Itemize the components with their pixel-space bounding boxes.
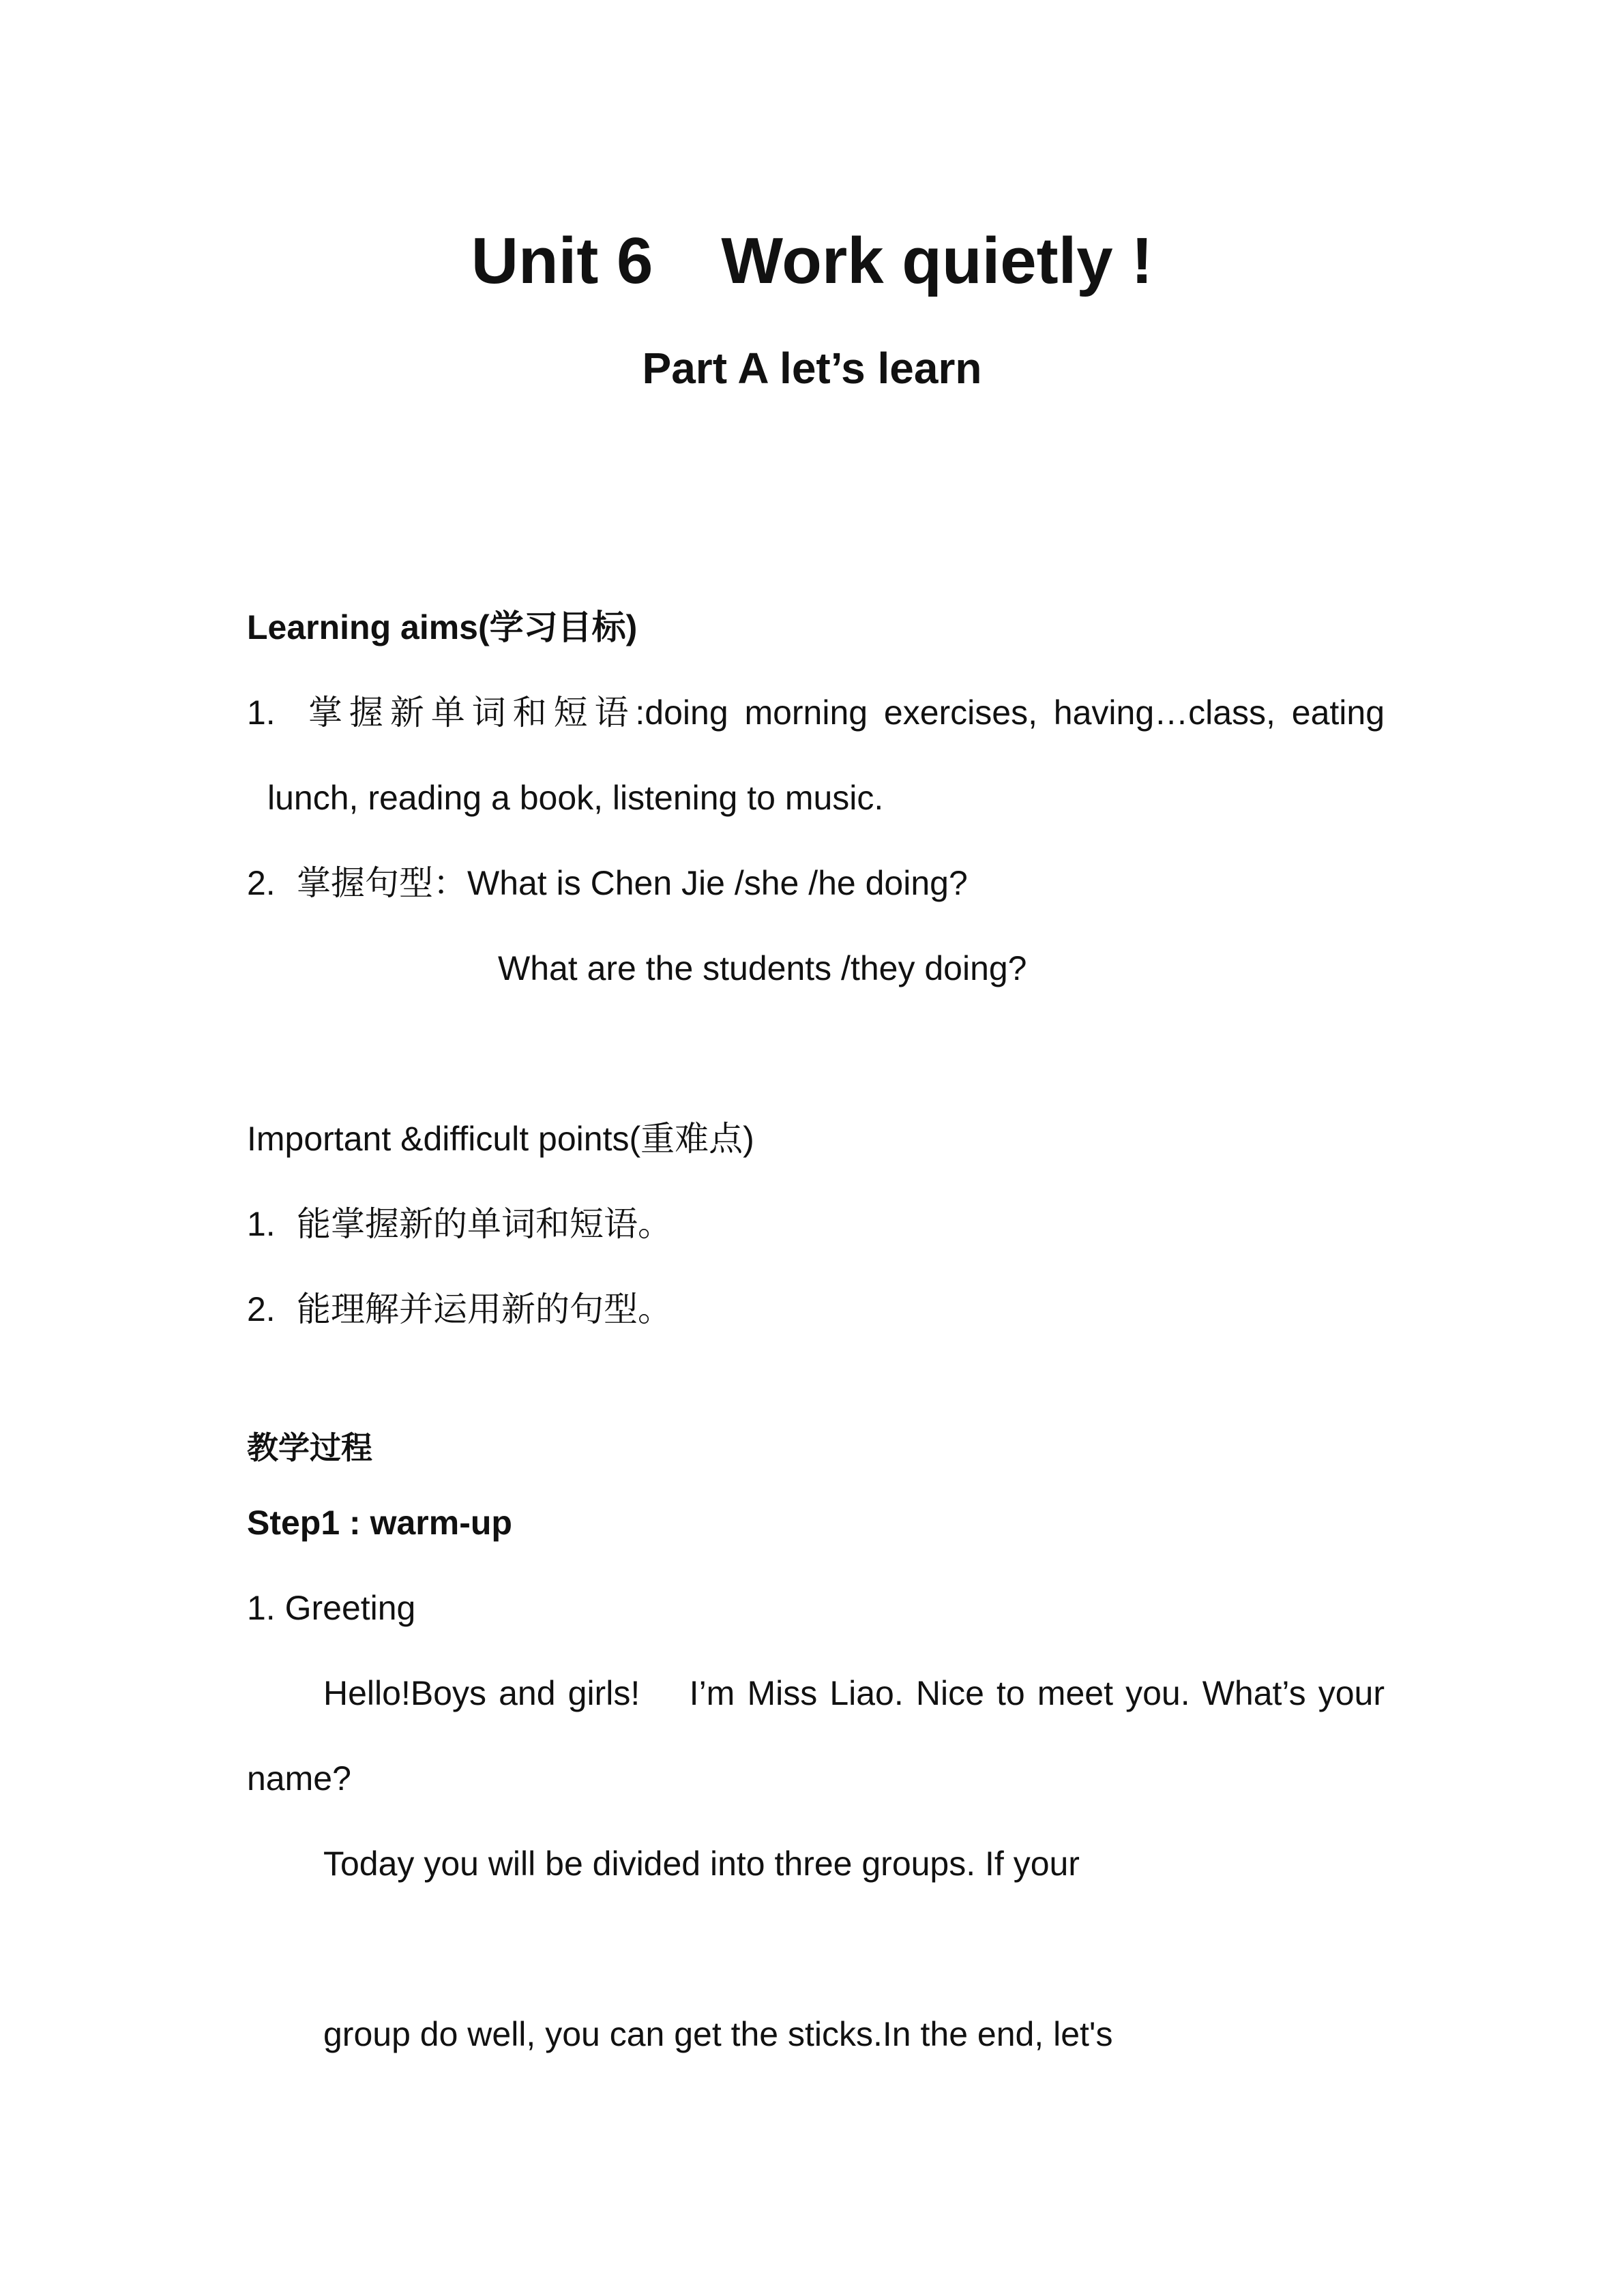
document-title [0,224,1624,297]
learning-aims-heading: Learning aims(学习目标) [247,608,638,646]
aim-1-number: 1. [247,694,276,732]
point-2-number: 2. [247,1290,276,1328]
aim-2-line2: What are the students /they doing? [498,949,1027,987]
greeting-heading: 1. Greeting [247,1589,416,1627]
aim-2-number: 2. [247,864,276,902]
point-1-number: 1. [247,1205,276,1243]
greeting-para1-line1: Hello!Boys and girls! I’m Miss Liao. Nice to meet you. What’s your [323,1674,1385,1712]
greeting-para2-line1: Today you will be divided into three groups. If your [323,1845,1080,1883]
unit-number: Unit 6 [471,224,653,297]
aim-1-line2: lunch, reading a book, listening to music. [267,779,884,817]
point-2-text: 能理解并运用新的句型。 [297,1290,672,1328]
important-points-heading: Important &difficult points(重难点) [247,1120,754,1158]
point-1-text: 能掌握新的单词和短语。 [297,1205,672,1243]
greeting-para2-line2: group do well, you can get the sticks.In the end, let's [323,2015,1113,2053]
greeting-para1-line2: name? [247,1759,351,1798]
aim-2-line1: 掌握句型：What is Chen Jie /she /he doing? [297,864,968,902]
process-heading: 教学过程 [247,1430,372,1465]
aim-1-line1: 掌握新单词和短语:doing morning exercises, having…class, eating [308,694,1385,732]
unit-name: Work quietly ! [721,224,1153,297]
document-subtitle: Part A let’s learn [642,344,982,393]
step1-heading: Step1 : warm-up [247,1504,512,1542]
